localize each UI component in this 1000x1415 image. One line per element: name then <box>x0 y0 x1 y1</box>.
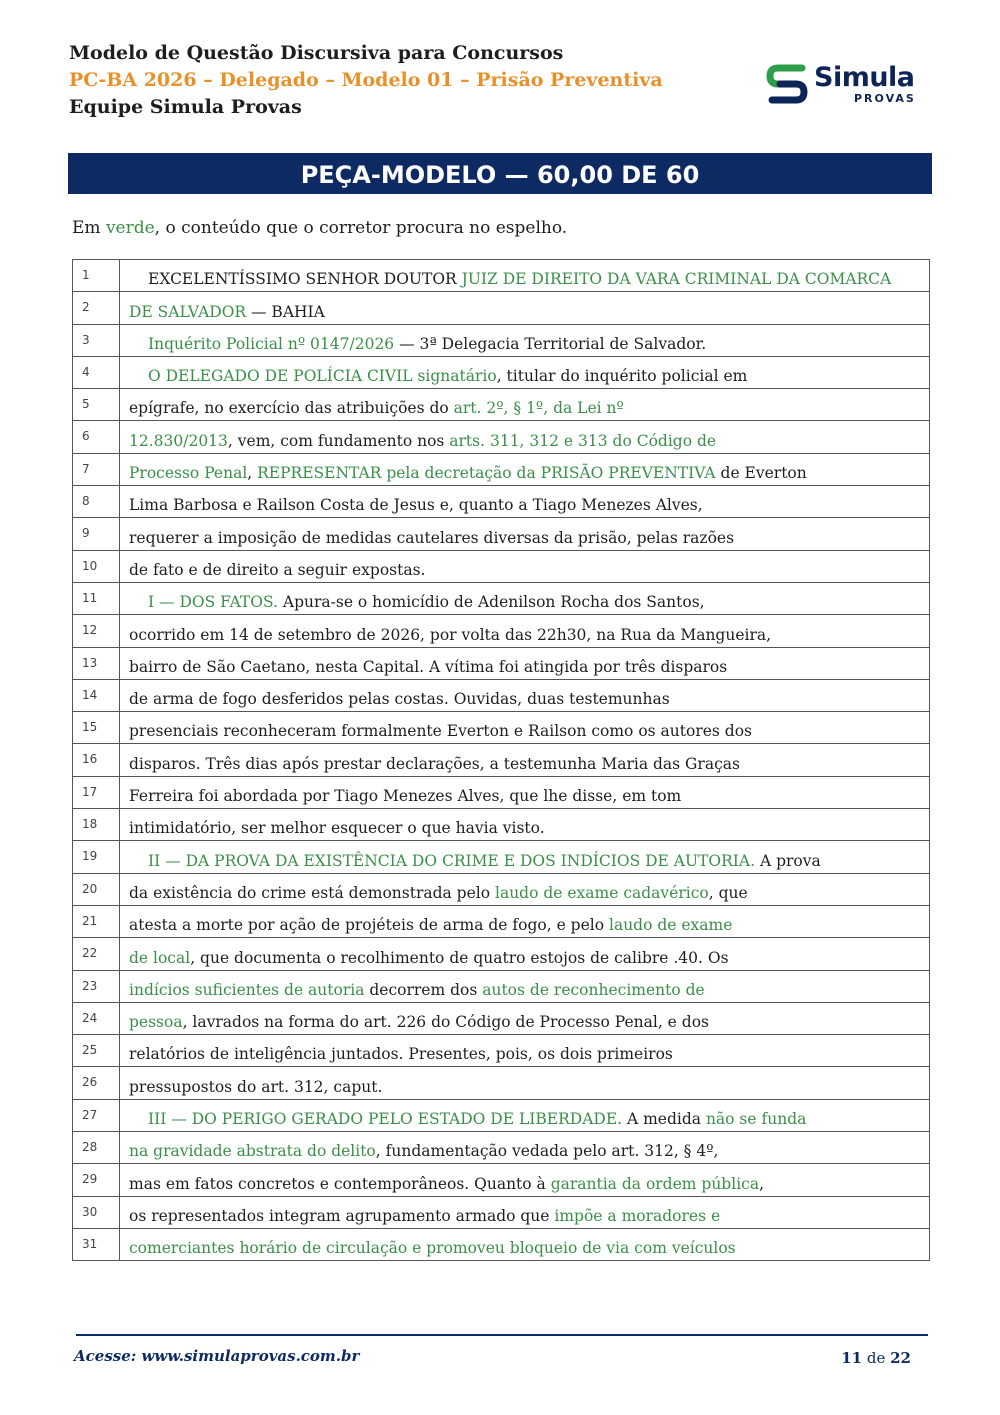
line-number: 27 <box>73 1099 120 1131</box>
highlighted-text: laudo de exame <box>609 916 733 935</box>
answer-line <box>73 1002 930 1034</box>
text-segment: — 3ª Delegacia Territorial de Salvador. <box>394 334 707 353</box>
answer-line <box>73 1067 930 1099</box>
text-segment: presenciais reconheceram formalmente Everton e Railson como os autores dos <box>129 722 752 741</box>
highlighted-text: III — DO PERIGO GERADO PELO ESTADO DE LIBERDADE. <box>148 1110 623 1129</box>
text-segment: , que <box>708 883 748 902</box>
line-number: 5 <box>73 389 120 421</box>
highlighted-text: indícios suficientes de autoria <box>129 980 365 999</box>
answer-line <box>73 1164 930 1196</box>
line-text <box>120 744 930 776</box>
answer-line <box>73 1035 930 1067</box>
s-mark-icon <box>764 62 810 108</box>
text-segment: , fundamentação vedada pelo art. 312, § 4º, <box>375 1142 719 1161</box>
line-text <box>120 1164 930 1196</box>
line-number: 7 <box>73 453 120 485</box>
answer-line <box>73 873 930 905</box>
line-text <box>120 1228 930 1260</box>
text-segment: A medida <box>622 1110 706 1129</box>
highlighted-text: O DELEGADO DE POLÍCIA CIVIL signatário <box>148 367 497 386</box>
line-number: 17 <box>73 776 120 808</box>
text-segment: de Everton <box>715 464 807 483</box>
line-number: 23 <box>73 970 120 1002</box>
answer-line <box>73 550 930 582</box>
answer-line <box>73 518 930 550</box>
answer-line <box>73 421 930 453</box>
line-number: 20 <box>73 873 120 905</box>
line-number: 22 <box>73 938 120 970</box>
line-number: 29 <box>73 1164 120 1196</box>
line-number: 10 <box>73 550 120 582</box>
logo-subtitle: PROVAS <box>854 92 916 105</box>
highlighted-text: DE SALVADOR <box>129 302 247 321</box>
text-segment: , lavrados na forma do art. 226 do Código de Processo Penal, e dos <box>182 1013 709 1032</box>
highlighted-text: impõe a moradores e <box>554 1206 721 1225</box>
document-header <box>69 40 663 121</box>
answer-line <box>73 486 930 518</box>
line-text <box>120 1099 930 1131</box>
answer-line <box>73 356 930 388</box>
header-title: Modelo de Questão Discursiva para Concursos <box>69 42 564 64</box>
text-segment: , titular do inquérito policial em <box>496 367 748 386</box>
text-segment: , que documenta o recolhimento de quatro estojos de calibre .40. Os <box>190 948 729 967</box>
text-segment: , <box>759 1174 765 1193</box>
line-text <box>120 292 930 324</box>
text-segment: relatórios de inteligência juntados. Presentes, pois, os dois primeiros <box>129 1045 673 1064</box>
line-text <box>120 776 930 808</box>
text-segment: EXCELENTÍSSIMO SENHOR DOUTOR <box>148 270 462 289</box>
line-number: 11 <box>73 582 120 614</box>
line-text <box>120 260 930 292</box>
text-segment: bairro de São Caetano, nesta Capital. A vítima foi atingida por três disparos <box>129 657 728 676</box>
line-text <box>120 421 930 453</box>
highlighted-text: I — DOS FATOS. <box>148 593 278 612</box>
line-number: 13 <box>73 647 120 679</box>
line-text <box>120 389 930 421</box>
highlighted-text: Inquérito Policial nº 0147/2026 <box>148 334 395 353</box>
line-text <box>120 324 930 356</box>
line-number: 14 <box>73 679 120 711</box>
answer-line <box>73 970 930 1002</box>
text-segment: — BAHIA <box>246 302 325 321</box>
answer-line <box>73 1228 930 1260</box>
page-number <box>841 1349 911 1367</box>
line-number: 21 <box>73 905 120 937</box>
text-segment: os representados integram agrupamento armado que <box>129 1206 555 1225</box>
answer-line <box>73 809 930 841</box>
line-number: 12 <box>73 615 120 647</box>
line-number: 31 <box>73 1228 120 1260</box>
highlighted-text: comerciantes horário de circulação e promoveu bloqueio de via com veículos <box>129 1239 736 1258</box>
line-number: 30 <box>73 1196 120 1228</box>
highlighted-text: arts. 311, 312 e 313 do Código de <box>449 431 717 450</box>
line-number: 16 <box>73 744 120 776</box>
line-number: 9 <box>73 518 120 550</box>
text-segment: epígrafe, no exercício das atribuições do <box>129 399 454 418</box>
legend-note <box>72 216 567 240</box>
line-text <box>120 582 930 614</box>
text-segment: ocorrido em 14 de setembro de 2026, por volta das 22h30, na Rua da Mangueira, <box>129 625 772 644</box>
line-text <box>120 905 930 937</box>
text-segment: de fato e de direito a seguir expostas. <box>129 560 426 579</box>
line-text <box>120 486 930 518</box>
text-segment: decorrem dos <box>364 980 483 999</box>
footer-site-link[interactable]: Acesse: www.simulaprovas.com.br <box>74 1347 360 1365</box>
answer-line <box>73 615 930 647</box>
answer-line <box>73 712 930 744</box>
line-number: 25 <box>73 1035 120 1067</box>
text-segment: , vem, com fundamento nos <box>227 431 450 450</box>
line-text <box>120 1002 930 1034</box>
answer-line <box>73 905 930 937</box>
answer-line <box>73 841 930 873</box>
line-text <box>120 647 930 679</box>
text-segment: A prova <box>755 851 821 870</box>
line-number: 4 <box>73 356 120 388</box>
text-segment: pressupostos do art. 312, caput. <box>129 1077 383 1096</box>
page-of: de <box>866 1349 886 1367</box>
answer-line <box>73 776 930 808</box>
line-number: 6 <box>73 421 120 453</box>
answer-line <box>73 260 930 292</box>
footer-divider <box>76 1334 928 1336</box>
line-text <box>120 1035 930 1067</box>
legend-pre: Em <box>72 218 106 238</box>
line-number: 15 <box>73 712 120 744</box>
line-text <box>120 615 930 647</box>
answer-line <box>73 1196 930 1228</box>
answer-line <box>73 292 930 324</box>
line-text <box>120 873 930 905</box>
answer-line <box>73 1132 930 1164</box>
highlighted-text: art. 2º, § 1º, da Lei nº <box>453 399 624 418</box>
text-segment: de arma de fogo desferidos pelas costas. Ouvidas, duas testemunhas <box>129 690 670 709</box>
legend-post: , o conteúdo que o corretor procura no espelho. <box>154 218 568 238</box>
line-text <box>120 550 930 582</box>
highlighted-text: JUIZ DE DIREITO DA VARA CRIMINAL DA COMARCA <box>461 270 892 289</box>
answer-line <box>73 1099 930 1131</box>
legend-green-word: verde <box>105 218 155 238</box>
answer-line <box>73 938 930 970</box>
text-segment: Ferreira foi abordada por Tiago Menezes Alves, que lhe disse, em tom <box>129 787 682 806</box>
page-total: 22 <box>890 1349 911 1367</box>
highlighted-text: REPRESENTAR pela decretação da PRISÃO PREVENTIVA <box>257 464 716 483</box>
logo-wordmark: Simula <box>814 62 915 93</box>
simula-logo <box>764 62 914 108</box>
text-segment: intimidatório, ser melhor esquecer o que havia visto. <box>129 819 545 838</box>
highlighted-text: laudo de exame cadavérico <box>495 883 709 902</box>
line-text <box>120 356 930 388</box>
line-number: 3 <box>73 324 120 356</box>
line-text <box>120 1196 930 1228</box>
line-text <box>120 970 930 1002</box>
line-text <box>120 679 930 711</box>
line-text <box>120 518 930 550</box>
text-segment: mas em fatos concretos e contemporâneos. Quanto à <box>129 1174 551 1193</box>
line-number: 18 <box>73 809 120 841</box>
highlighted-text: Processo Penal <box>129 464 248 483</box>
highlighted-text: II — DA PROVA DA EXISTÊNCIA DO CRIME E DOS INDÍCIOS DE AUTORIA. <box>148 851 756 870</box>
line-number: 8 <box>73 486 120 518</box>
line-number: 1 <box>73 260 120 292</box>
highlighted-text: 12.830/2013 <box>129 431 228 450</box>
line-number: 19 <box>73 841 120 873</box>
line-text <box>120 938 930 970</box>
text-segment: Lima Barbosa e Railson Costa de Jesus e, quanto a Tiago Menezes Alves, <box>129 496 703 515</box>
line-text <box>120 841 930 873</box>
highlighted-text: de local <box>129 948 191 967</box>
answer-line <box>73 647 930 679</box>
line-text <box>120 1132 930 1164</box>
highlighted-text: autos de reconhecimento de <box>482 980 705 999</box>
line-text <box>120 712 930 744</box>
text-segment: atesta a morte por ação de projéteis de arma de fogo, e pelo <box>129 916 609 935</box>
answer-line <box>73 582 930 614</box>
text-segment: requerer a imposição de medidas cautelares diversas da prisão, pelas razões <box>129 528 735 547</box>
text-segment: da existência do crime está demonstrada pelo <box>129 883 495 902</box>
header-team: Equipe Simula Provas <box>69 96 302 118</box>
page-banner: PEÇA-MODELO — 60,00 DE 60 <box>68 153 932 194</box>
text-segment: disparos. Três dias após prestar declarações, a testemunha Maria das Graças <box>129 754 740 773</box>
line-number: 24 <box>73 1002 120 1034</box>
page-current: 11 <box>841 1349 863 1367</box>
text-segment: Apura-se o homicídio de Adenilson Rocha dos Santos, <box>277 593 705 612</box>
highlighted-text: não se funda <box>705 1110 807 1129</box>
highlighted-text: na gravidade abstrata do delito <box>129 1142 376 1161</box>
text-segment: , <box>247 464 258 483</box>
answer-line <box>73 453 930 485</box>
highlighted-text: pessoa <box>129 1013 183 1032</box>
answer-line <box>73 389 930 421</box>
answer-line <box>73 679 930 711</box>
answer-line <box>73 744 930 776</box>
line-number: 2 <box>73 292 120 324</box>
answer-lines-table <box>72 259 930 1261</box>
line-number: 26 <box>73 1067 120 1099</box>
line-text <box>120 1067 930 1099</box>
highlighted-text: garantia da ordem pública <box>550 1174 760 1193</box>
line-number: 28 <box>73 1132 120 1164</box>
answer-line <box>73 324 930 356</box>
line-text <box>120 453 930 485</box>
header-exam: PC-BA 2026 – Delegado – Modelo 01 – Prisão Preventiva <box>69 69 663 91</box>
line-text <box>120 809 930 841</box>
